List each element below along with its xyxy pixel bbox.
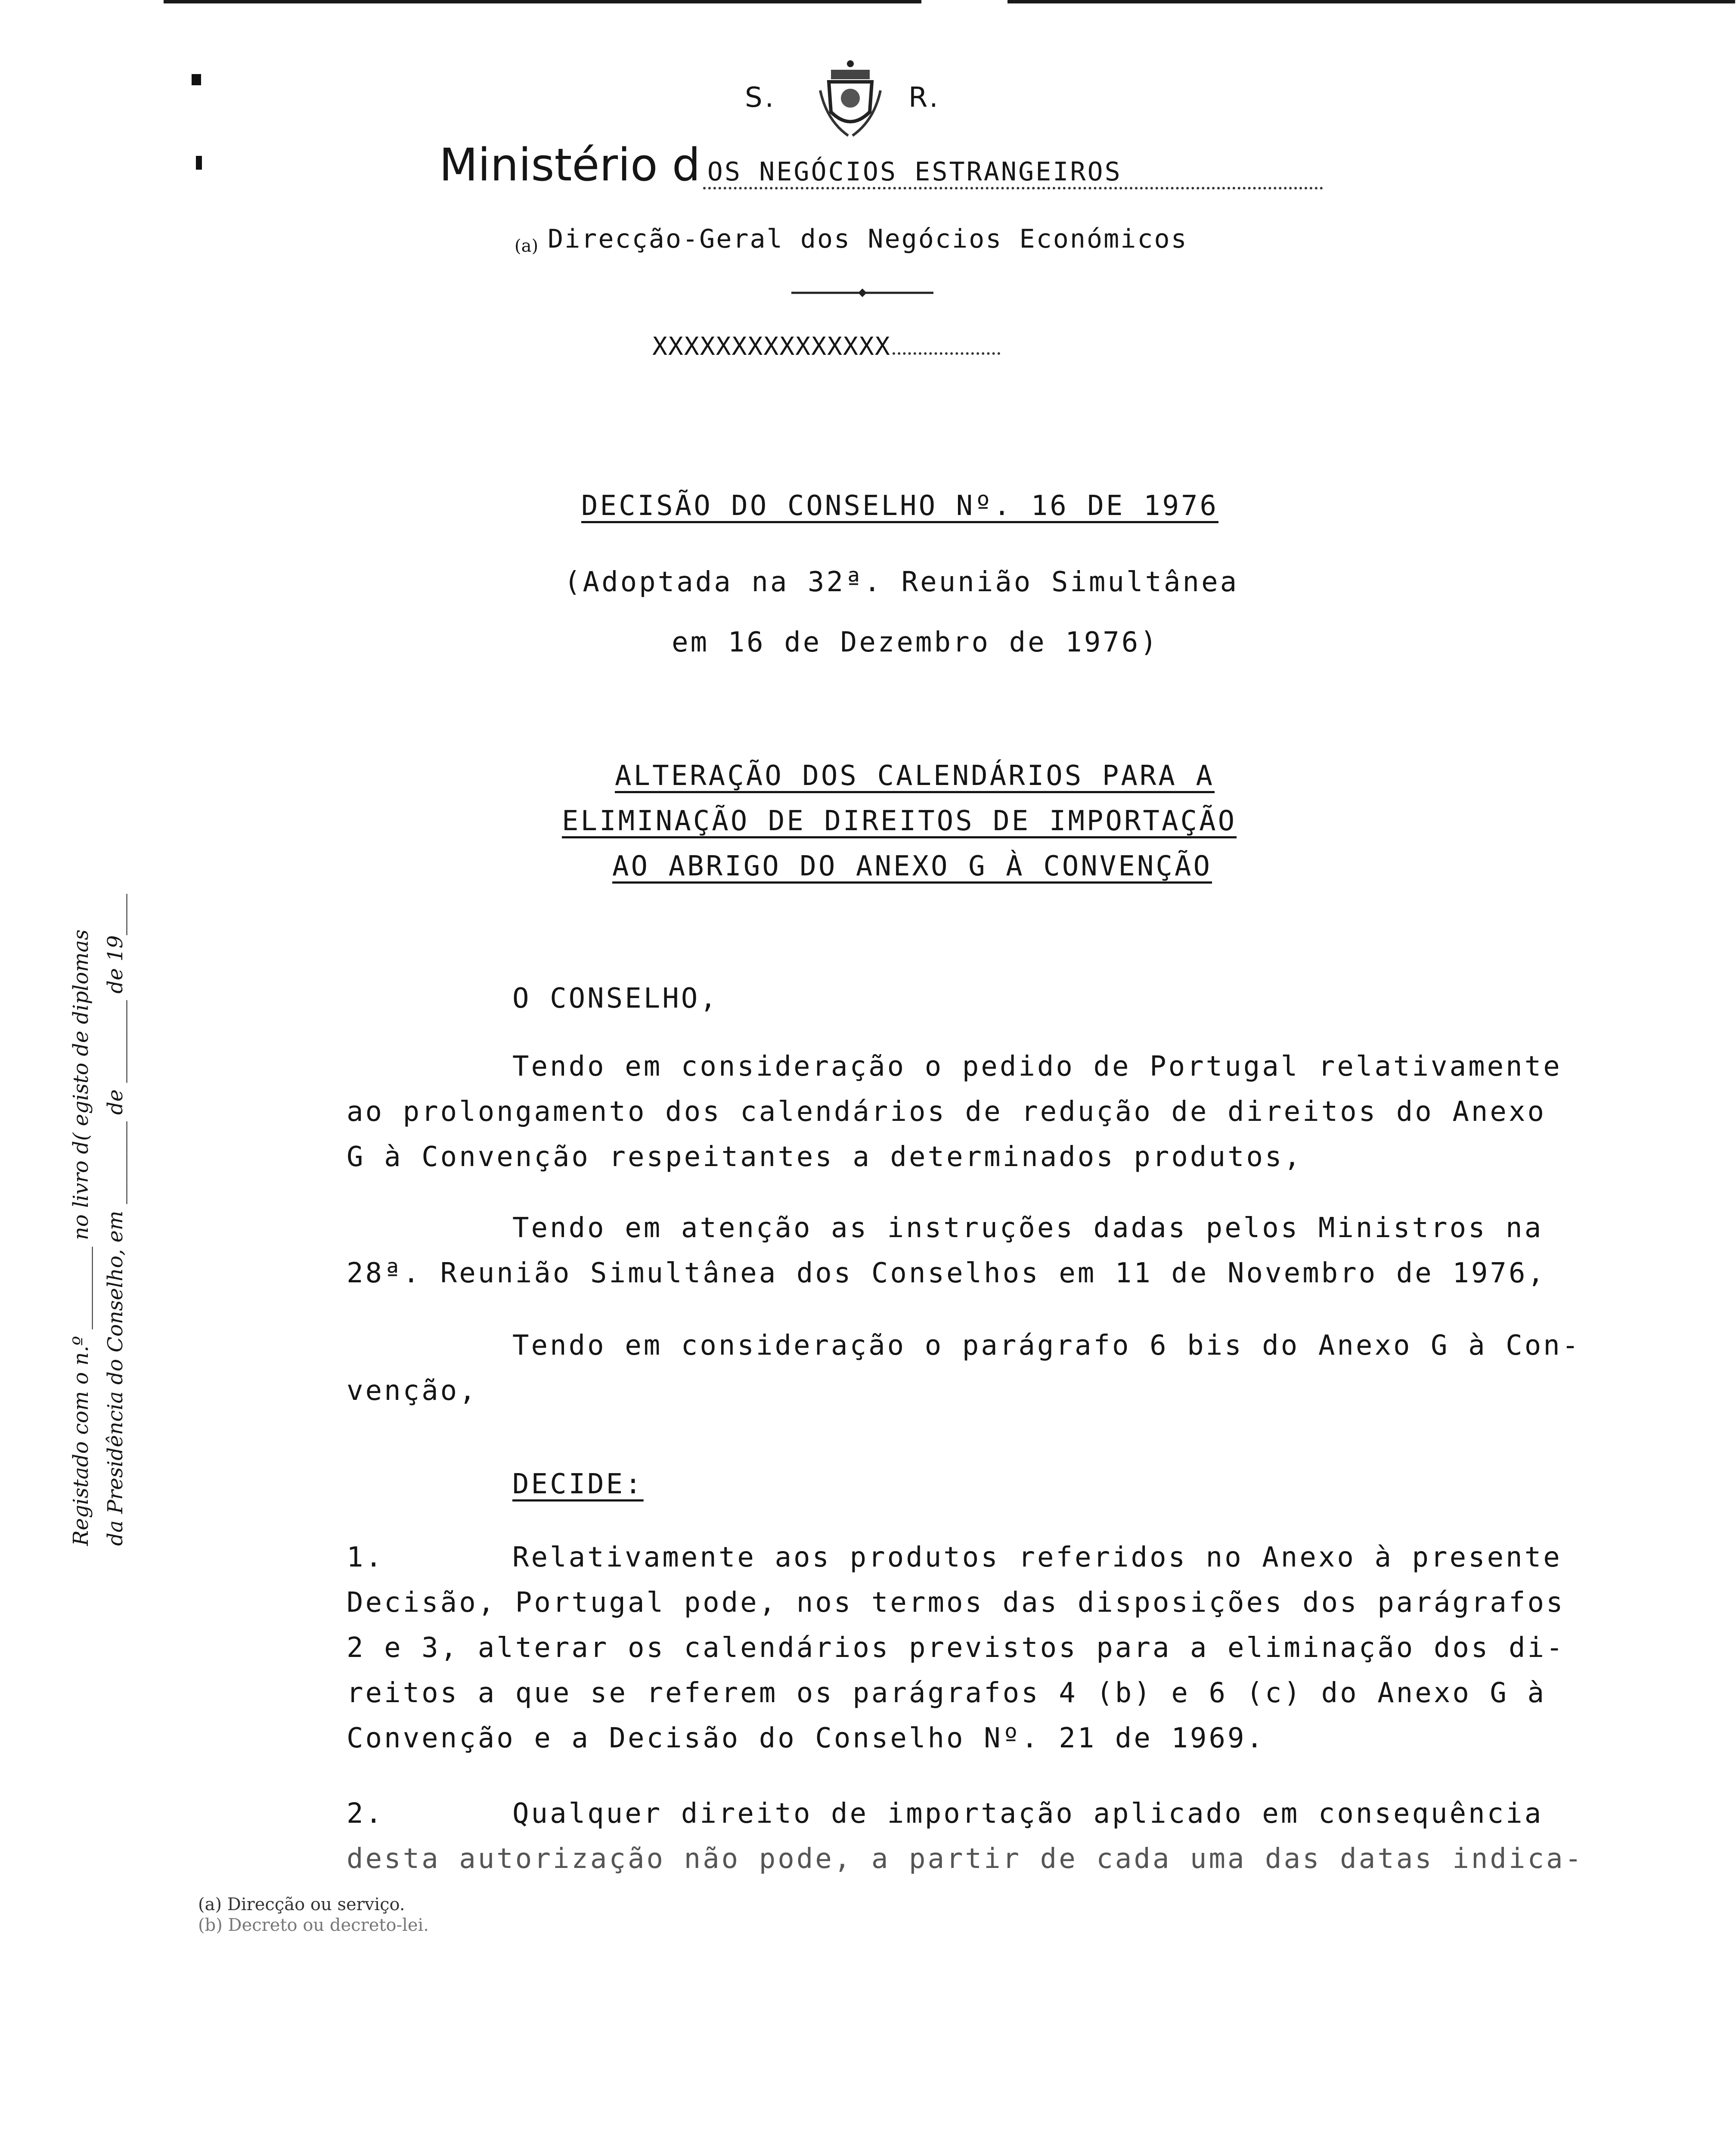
item-line: Convenção e a Decisão do Conselho Nº. 21 de 1969. — [347, 1722, 1265, 1754]
item-line: reitos a que se referem os parágrafos 4 (b) e 6 (c) do Anexo G à — [347, 1677, 1546, 1709]
item-line: Qualquer direito de importação aplicado em consequência — [512, 1798, 1544, 1830]
ministry-line — [439, 139, 1323, 191]
item-number: 1. — [347, 1542, 384, 1573]
paragraph-line: ao prolongamento dos calendários de redução de direitos do Anexo — [347, 1096, 1546, 1128]
struck-line — [652, 332, 1000, 361]
scan-edge-line — [1008, 0, 1735, 3]
decide-heading: DECIDE: — [512, 1468, 644, 1500]
ministry-name: OS NEGÓCIOS ESTRANGEIROS — [703, 157, 1323, 189]
paragraph-line: G à Convenção respeitantes a determinados produtos, — [347, 1141, 1303, 1173]
divider-ornament — [791, 286, 933, 299]
struck-text: XXXXXXXXXXXXXXX — [652, 332, 891, 361]
margin-registration-note — [60, 642, 138, 1546]
adopted-line1: (Adoptada na 32ª. Reunião Simultânea — [564, 566, 1239, 598]
item-number: 2. — [347, 1798, 384, 1830]
item-line: 2 e 3, alterar os calendários previstos para a eliminação dos di- — [347, 1632, 1565, 1664]
margin-mark — [196, 156, 202, 170]
footnote-b: (b) Decreto ou decreto-lei. — [198, 1915, 429, 1935]
letterhead-r: R. — [908, 82, 941, 114]
ministry-prefix: Ministério d — [439, 139, 701, 191]
coat-of-arms-icon — [818, 56, 883, 138]
paragraph-line: Tendo em consideração o parágrafo 6 bis do Anexo G à Con- — [512, 1330, 1581, 1362]
margin-mark — [192, 74, 201, 85]
directorate-name: Direcção-Geral dos Negócios Económicos — [548, 224, 1188, 254]
decision-title: DECISÃO DO CONSELHO Nº. 16 DE 1976 — [581, 490, 1219, 522]
item-line: Decisão, Portugal pode, nos termos das disposições dos parágrafos — [347, 1587, 1565, 1619]
item-line: desta autorização não pode, a partir de cada uma das datas indica- — [347, 1843, 1584, 1875]
margin-note-line2: da Presidência do Conselho, em ________ de ________ de 19____ — [103, 893, 127, 1546]
subject-line2: ELIMINAÇÃO DE DIREITOS DE IMPORTAÇÃO — [562, 805, 1237, 837]
letterhead-s: S. — [745, 82, 776, 114]
struck-fill — [893, 335, 1000, 355]
directorate-marker: (a) — [515, 236, 539, 256]
paragraph-line: Tendo em atenção as instruções dadas pelos Ministros na — [512, 1212, 1544, 1244]
directorate-line — [515, 224, 1188, 256]
adopted-line2: em 16 de Dezembro de 1976) — [672, 627, 1159, 658]
council-heading: O CONSELHO, — [512, 983, 719, 1014]
letterhead — [728, 56, 986, 142]
item-line: Relativamente aos produtos referidos no Anexo à presente — [512, 1542, 1562, 1573]
scan-edge-line — [164, 0, 921, 3]
paragraph-line: 28ª. Reunião Simultânea dos Conselhos em 11 de Novembro de 1976, — [347, 1257, 1546, 1289]
subject-line1: ALTERAÇÃO DOS CALENDÁRIOS PARA A — [615, 760, 1215, 792]
subject-line3: AO ABRIGO DO ANEXO G À CONVENÇÃO — [612, 850, 1212, 882]
paragraph-line: Tendo em consideração o pedido de Portugal relativamente — [512, 1051, 1562, 1083]
margin-note-line1: Registado com o n.º ________ no livro d( egisto de diplomas — [69, 929, 93, 1546]
footnote-a: (a) Direcção ou serviço. — [198, 1895, 405, 1914]
paragraph-line: venção, — [347, 1375, 478, 1407]
